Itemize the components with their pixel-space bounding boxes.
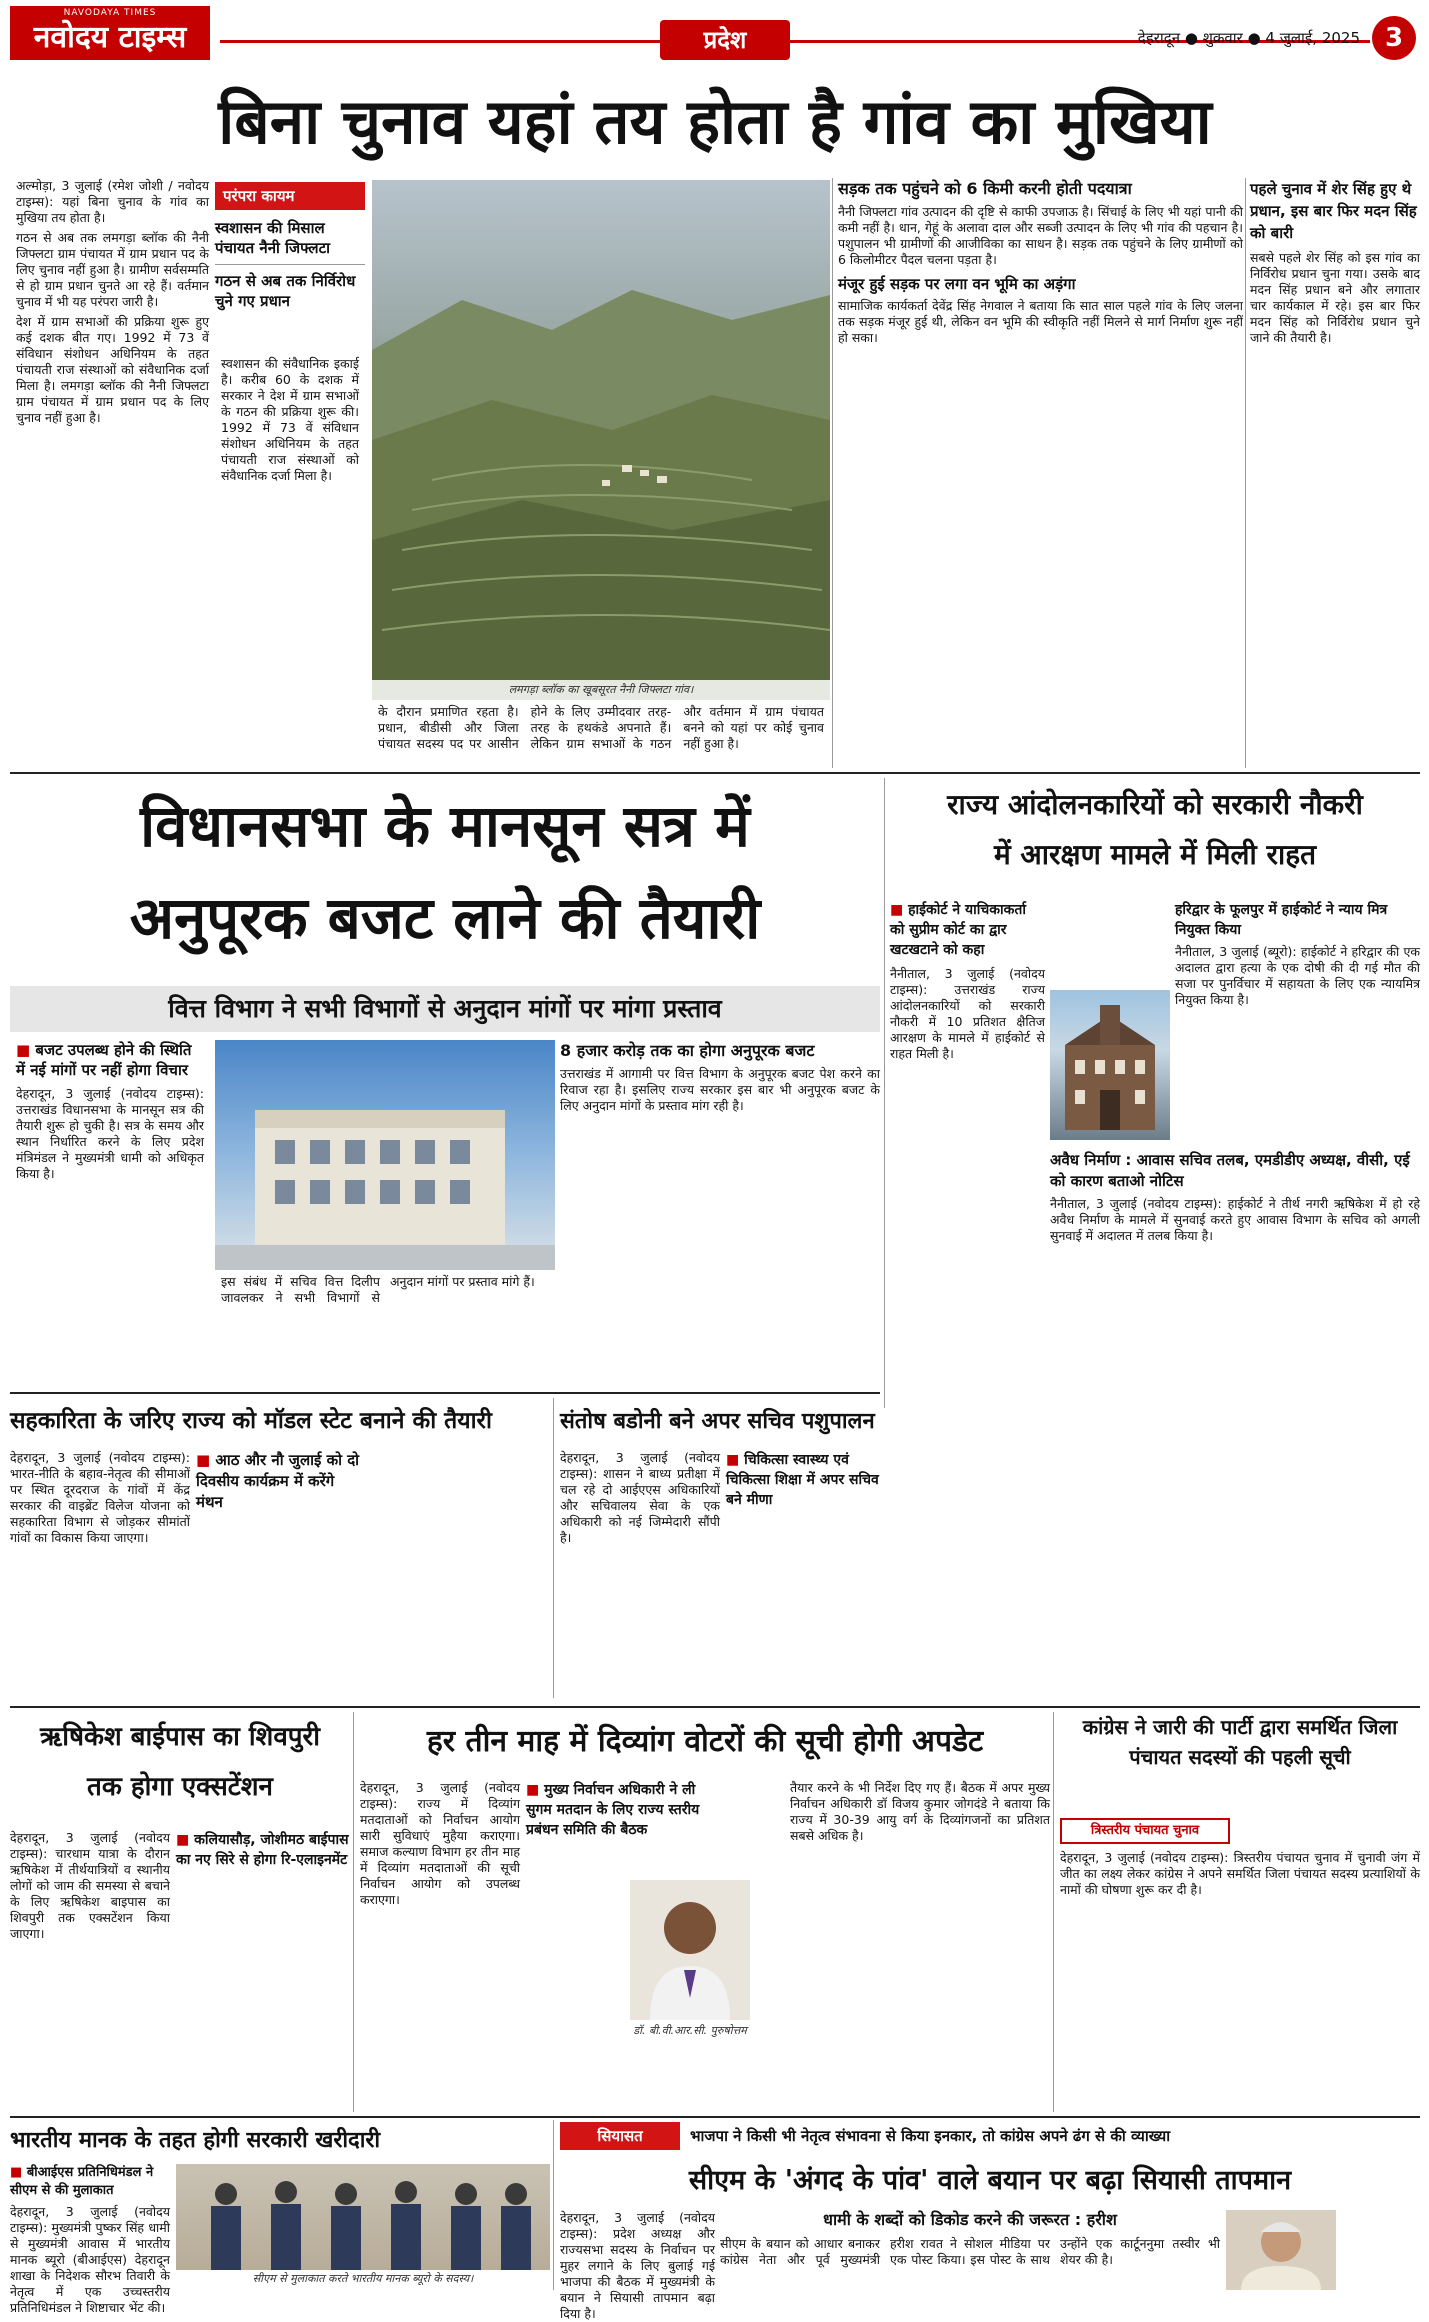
story4-strap xyxy=(10,986,880,1032)
story1-vrule xyxy=(832,178,833,768)
story4-sub1: ■ बजट उपलब्ध होने की स्थिति में नई मांगों पर नहीं होगा विचार xyxy=(16,1041,192,1079)
story1-photo xyxy=(372,180,830,700)
story6-body-area xyxy=(10,1450,550,1700)
story6-sub-text: आठ और नौ जुलाई को दो दिवसीय कार्यक्रम में करेंगे मंथन xyxy=(196,1451,360,1511)
story5-photo xyxy=(1050,990,1170,1140)
story11-sub-text: बीआईएस प्रतिनिधिमंडल ने सीएम से की मुलाकात xyxy=(10,2165,154,2198)
story3-body: सबसे पहले शेर सिंह को इस गांव का निर्विरोध प्रधान चुना गया। उसके बाद मदन सिंह प्रधान बने और लगातार चार कार्यकाल में रहे। इस बार फिर मदन सिंह को निर्विरोध प्रधान चुने जाने की तैयारी है। xyxy=(1250,250,1420,345)
header-city: देहरादून xyxy=(1137,29,1181,47)
story12-col2 xyxy=(720,2236,1220,2290)
story4-sub1-text: बजट उपलब्ध होने की स्थिति में नई मांगों पर नहीं होगा विचार xyxy=(16,1041,192,1079)
story2-body: नैनी जिफ्लटा गांव उत्पादन की दृष्टि से काफी उपजाऊ है। सिंचाई के लिए भी यहां पानी की कमी नहीं है। धान, गेहूं के अलावा दाल और सब्जी उत्पादन के लिए भी गांव की पहचान है। पशुपालन भी ग्रामीणों की आजीविका का साधन है। सड़क तक पहुंचने के लिए ग्रामीणों को 6 किलोमीटर पैदल चलना पड़ता है। xyxy=(838,204,1243,267)
section-rule-2 xyxy=(10,1392,880,1394)
masthead-brand-box xyxy=(10,6,210,60)
story7-headline: संतोष बडोनी बने अपर सचिव पशुपालन xyxy=(560,1408,875,1434)
story12-sub: धामी के शब्दों को डिकोड करने की जरूरत : हरीश xyxy=(823,2210,1117,2229)
brand-small: NAVODAYA TIMES xyxy=(63,8,157,18)
story1-dateline: अल्मोड़ा, 3 जुलाई (रमेश जोशी / नवोदय टाइम्स): यहां बिना चुनाव के गांव का मुखिया तय होता है। xyxy=(16,178,209,225)
story2-headline: सड़क तक पहुंचने को 6 किमी करनी होती पदयात्रा xyxy=(838,179,1132,198)
story5-sub1-text: हाईकोर्ट ने याचिकाकर्ता को सुप्रीम कोर्ट का द्वार खटखटाने को कहा xyxy=(890,902,1026,958)
section-tab xyxy=(660,20,790,60)
story10-kicker-box xyxy=(1060,1818,1230,1844)
masthead xyxy=(0,0,1429,68)
header-sep-1: ● xyxy=(1184,29,1203,47)
header-day: शुक्रवार xyxy=(1202,29,1243,47)
story7-col1 xyxy=(560,1450,720,1700)
story12-kicker: सियासत xyxy=(560,2122,680,2150)
section-rule-4 xyxy=(10,2116,1420,2118)
story5-headline xyxy=(890,780,1420,890)
story6-vrule xyxy=(553,1398,554,1698)
story9-body: देहरादून, 3 जुलाई (नवोदय टाइम्स): राज्य में दिव्यांग मतदाताओं को निर्वाचन आयोग सारी सुविधाएं मुहैया कराएगा। समाज कल्याण विभाग हर तीन माह में दिव्यांग मतदाताओं की सूची निर्वाचन आयोग को उपलब्ध कराएगा। xyxy=(360,1780,520,1907)
story1-photo-caption: लमगड़ा ब्लॉक का खूबसूरत नैनी जिफ्लटा गांव। xyxy=(372,680,830,700)
story4-body-3: इस संबंध में सचिव वित्त दिलीप जावलकर ने सभी विभागों से अनुदान मांगों पर प्रस्ताव मांगे हैं। xyxy=(221,1274,535,1305)
story3-headline: पहले चुनाव में शेर सिंह हुए थे प्रधान, इस बार फिर मदन सिंह को बारी xyxy=(1250,180,1417,242)
story11-headline: भारतीय मानक के तहत होगी सरकारी खरीदारी xyxy=(10,2127,381,2153)
header-sep-2: ● xyxy=(1247,29,1266,47)
story5-body-3: नैनीताल, 3 जुलाई (नवोदय टाइम्स): हाईकोर्ट ने तीर्थ नगरी ऋषिकेश में हो रहे अवैध निर्माण के मामले में सुनवाई करते हुए आवास विभाग के सचिव को अगली सुनवाई में अदालत में तलब किया है। xyxy=(1050,1196,1420,1243)
story4-col2 xyxy=(215,1274,555,1385)
story9-photo xyxy=(630,1880,750,2020)
story4-col3 xyxy=(560,1040,880,1385)
story2-body-2: सामाजिक कार्यकर्ता देवेंद्र सिंह नेगवाल ने बताया कि सात साल पहले गांव के लिए जलना तक सड़क मंजूर हुई थी, लेकिन वन भूमि की स्वीकृति नहीं मिलने से मार्ग निर्माण शुरू नहीं हो सका। xyxy=(838,298,1243,345)
story8-body: देहरादून, 3 जुलाई (नवोदय टाइम्स): चारधाम यात्रा के दौरान ऋषिकेश में तीर्थयात्रियों व स्थानीय लोगों को जाम की समस्या से बचाने के लिए ऋषिकेश बाइपास का शिवपुरी तक एक्सटेंशन किया जाएगा। xyxy=(10,1830,170,1941)
story11-col1 xyxy=(10,2164,170,2315)
section-rule-3 xyxy=(10,1706,1420,1708)
story5-body: नैनीताल, 3 जुलाई (नवोदय टाइम्स): उत्तराखंड राज्य आंदोलनकारियों को सरकारी नौकरी में 10 प्रतिशत क्षैतिज आरक्षण के मामले में हाईकोर्ट से राहत मिली है। xyxy=(890,966,1045,1061)
story6-sub: ■ आठ और नौ जुलाई को दो दिवसीय कार्यक्रम में करेंगे मंथन xyxy=(196,1451,360,1511)
story7-sub: ■ चिकित्सा स्वास्थ्य एवं चिकित्सा शिक्षा में अपर सचिव बने मीणा xyxy=(726,1452,879,1508)
story4-headline-line2: अनुपूरक बजट लाने की तैयारी xyxy=(129,884,761,952)
story5-body-2: नैनीताल, 3 जुलाई (ब्यूरो): हाईकोर्ट ने हरिद्वार की एक अदालत द्वारा हत्या के एक दोषी की दी गई मौत की सजा पर पुनर्विचार में सहायता के लिए एक न्यायमित्र नियुक्त किया है। xyxy=(1175,944,1420,1007)
story9-sub-box xyxy=(526,1780,706,1880)
story6-body: देहरादून, 3 जुलाई (नवोदय टाइम्स): भारत-नीति के बहाव-नेतृत्व की सीमाओं पर स्थित दूरदराज के गांवों में केंद्र सरकार की वाइब्रेंट विलेज योजना को सहकारिता विभाग से जोड़कर सीमांतों गांवों का विकास किया जाएगा। xyxy=(10,1450,190,1545)
story9-body-2: तैयार करने के भी निर्देश दिए गए हैं। बैठक में अपर मुख्य निर्वाचन अधिकारी डॉ विजय कुमार जोगदंडे ने बताया कि राज्य में 30-39 आयु वर्ग के दिव्यांगजनों का प्रतिशत सबसे अधिक है। xyxy=(790,1780,1050,1843)
header-dateline xyxy=(1100,26,1360,50)
official-portrait-image xyxy=(630,1880,750,2020)
story6-headline: सहकारिता के जरिए राज्य को मॉडल स्टेट बनाने की तैयारी xyxy=(10,1407,492,1434)
story1-body-4: के दौरान प्रमाणित रहता है। प्रधान, बीडीसी और जिला पंचायत सदस्य पद पर आसीन होने के लिए उम्मीदवार तरह-तरह के हथकंडे अपनाते हैं। लेकिन ग्राम सभाओं के गठन और वर्तमान में ग्राम पंचायत बनने को यहां पर कोई चुनाव नहीं हुआ है। xyxy=(378,704,824,751)
story10-headline: कांग्रेस ने जारी की पार्टी द्वारा समर्थित जिला पंचायत सदस्यों की पहली सूची xyxy=(1082,1715,1398,1769)
story12-col1 xyxy=(560,2210,715,2321)
story8-col1 xyxy=(10,1830,170,2110)
story9-sub-text: मुख्य निर्वाचन अधिकारी ने ली सुगम मतदान के लिए राज्य स्तरीय प्रबंधन समिति की बैठक xyxy=(526,1782,700,1838)
story2-sub: मंजूर हुई सड़क पर लगा वन भूमि का अड़ंगा xyxy=(838,275,1076,293)
story5-sub2: हरिद्वार के फूलपुर में हाईकोर्ट ने न्याय मित्र नियुक्त किया xyxy=(1175,902,1388,938)
story4-body: देहरादून, 3 जुलाई (नवोदय टाइम्स): उत्तराखंड विधानसभा के मानसून सत्र की तैयारी शुरू हो चुकी है। सत्र के समय और स्थान निर्धारित करने के लिए प्रदेश मंत्रिमंडल ने मुख्यमंत्री धामी को अधिकृत किया है। xyxy=(16,1086,204,1181)
story7-body: देहरादून, 3 जुलाई (नवोदय टाइम्स): शासन ने बाध्य प्रतीक्षा में चल रहे दो आईएएस अधिकारियों और सचिवालय सेवा के एक अधिकारी को नई जिम्मेदारी सौंपी है। xyxy=(560,1450,720,1545)
story5-sub3: अवैध निर्माण : आवास सचिव तलब, एमडीडीए अध्यक्ष, वीसी, एई को कारण बताओ नोटिस xyxy=(1050,1151,1410,1190)
story1-headline: बिना चुनाव यहां तय होता है गांव का मुखिया xyxy=(218,85,1212,158)
story8-sub: ■ कलियासौड़, जोशीमठ बाईपास का नए सिरे से होगा रि-एलाइनमेंट xyxy=(176,1832,349,1868)
story11-vrule xyxy=(553,2120,554,2290)
story8-vrule xyxy=(353,1712,354,2112)
delegation-meeting-image xyxy=(176,2164,550,2270)
story8-headline-line1: ऋषिकेश बाईपास का शिवपुरी xyxy=(40,1722,320,1752)
story4-photo xyxy=(215,1040,555,1270)
story3 xyxy=(1250,178,1420,768)
story9-sub: ■ मुख्य निर्वाचन अधिकारी ने ली सुगम मतदान के लिए राज्य स्तरीय प्रबंधन समिति की बैठक xyxy=(526,1782,700,1838)
story12-body: देहरादून, 3 जुलाई (नवोदय टाइम्स): प्रदेश अध्यक्ष और राज्यसभा सदस्य के निर्वाचन पर मुहर लगाने के लिए बुलाई गई भाजपा की बैठक में मुख्यमंत्री के बयान ने सियासी तापमान बढ़ा दिया है। xyxy=(560,2210,715,2321)
secretariat-building-image xyxy=(215,1040,555,1270)
story7-sub-text: चिकित्सा स्वास्थ्य एवं चिकित्सा शिक्षा में अपर सचिव बने मीणा xyxy=(726,1452,879,1508)
story4-col1 xyxy=(10,1040,210,1385)
story1-sub1: स्वशासन की मिसाल पंचायत नैनी जिफ्लटा xyxy=(215,219,331,257)
terrace-landscape-image xyxy=(372,180,830,700)
story2-vrule xyxy=(1245,178,1246,768)
story8-sub-box xyxy=(176,1830,350,2110)
story5-sub1: ■ हाईकोर्ट ने याचिकाकर्ता को सुप्रीम कोर्ट का द्वार खटखटाने को कहा xyxy=(890,902,1026,958)
story5-col1 xyxy=(890,900,1045,1270)
story8-headline-line2: तक होगा एक्सटेंशन xyxy=(87,1772,273,1802)
story9-vrule xyxy=(1053,1712,1054,2112)
story1-col1 xyxy=(10,178,215,768)
story11-photo xyxy=(176,2164,550,2270)
story5-headline-line1: राज्य आंदोलनकारियों को सरकारी नौकरी xyxy=(947,788,1363,821)
story9-photo-caption: डॉ. बी.वी.आर.सी. पुरुषोत्तम xyxy=(633,2024,747,2037)
story11-sub: ■ बीआईएस प्रतिनिधिमंडल ने सीएम से की मुलाकात xyxy=(10,2165,154,2198)
story11-photo-caption: सीएम से मुलाकात करते भारतीय मानक ब्यूरो के सदस्य। xyxy=(252,2272,474,2285)
header-date: 4 जुलाई, 2025 xyxy=(1265,29,1360,47)
story1-col2 xyxy=(215,356,365,768)
story11-body: देहरादून, 3 जुलाई (नवोदय टाइम्स): मुख्यमंत्री पुष्कर सिंह धामी से मुख्यमंत्री आवास में भारतीय मानक ब्यूरो (बीआईएस) देहरादून शाखा के निदेशक सौरभ तिवारी के नेतृत्व में एक उच्चस्तरीय प्रतिनिधिमंडल ने शिष्टाचार भेंट की। xyxy=(10,2204,170,2315)
story12-body-2: सीएम के बयान को आधार बनाकर कांग्रेस नेता और पूर्व मुख्यमंत्री हरीश रावत ने सोशल मीडिया पर एक पोस्ट किया। इस पोस्ट के साथ उन्होंने एक कार्टूननुमा तस्वीर भी शेयर की है। xyxy=(720,2236,1220,2267)
story1-body-3: स्वशासन की संवैधानिक इकाई है। करीब 60 के दशक में सरकार ने देश में ग्राम सभाओं के गठन की प्रक्रिया शुरू की। 1992 में 73 वें संविधान संशोधन अधिनियम के तहत पंचायती राज संस्थाओं को संवैधानिक दर्जा मिला है। xyxy=(221,356,359,483)
story10-body: देहरादून, 3 जुलाई (नवोदय टाइम्स): त्रिस्तरीय पंचायत चुनाव में चुनावी जंग में जीत का लक्ष्य लेकर कांग्रेस ने अपने समर्थित जिला पंचायत सदस्य प्रत्याशियों के नामों की घोषणा शुरू कर दी है। xyxy=(1060,1850,1420,1897)
section-label: प्रदेश xyxy=(703,26,747,54)
story1-sub2: गठन से अब तक निर्विरोध चुने गए प्रधान xyxy=(215,272,356,310)
politician-portrait-image xyxy=(1226,2210,1336,2290)
story5-box xyxy=(1050,1150,1420,1400)
story4-headline-line1: विधानसभा के मानसून सत्र में xyxy=(140,792,750,860)
story4-sub2: 8 हजार करोड़ तक का होगा अनुपूरक बजट xyxy=(560,1041,815,1060)
page-number-text: 3 xyxy=(1384,23,1404,53)
story8-sub-text: कलियासौड़, जोशीमठ बाईपास का नए सिरे से होगा रि-एलाइनमेंट xyxy=(176,1832,349,1868)
story8-headline xyxy=(10,1712,350,1822)
story12-photo xyxy=(1226,2210,1336,2290)
story1-sidebar xyxy=(215,182,365,352)
story10-col1 xyxy=(1060,1850,1420,2110)
story7-sub-box xyxy=(726,1450,880,1700)
story1-sub-divider xyxy=(215,264,365,265)
story6-sub-box xyxy=(196,1450,366,1700)
section-rule-1 xyxy=(10,772,1420,774)
story2 xyxy=(838,178,1243,768)
story9-col2 xyxy=(790,1780,1050,2110)
story9-col1 xyxy=(360,1780,520,2110)
story4-vrule xyxy=(884,778,885,1408)
story12-strap-row xyxy=(560,2120,1420,2152)
story10-kicker: त्रिस्तरीय पंचायत चुनाव xyxy=(1090,1823,1200,1838)
story1-body-2: देश में ग्राम सभाओं की प्रक्रिया शुरू हुए कई दशक बीत गए। 1992 में 73 वें संविधान संशोधन अधिनियम के तहत पंचायती राज संस्थाओं को संवैधानिक दर्जा मिला है। लमगड़ा ब्लॉक की नैनी जिफ्लटा ग्राम पंचायत में ग्राम प्रधान पद के लिए चुनाव नहीं हुआ है। xyxy=(16,314,209,425)
story1-col3 xyxy=(372,704,830,768)
story12-headline: सीएम के 'अंगद के पांव' वाले बयान पर बढ़ा सियासी तापमान xyxy=(688,2165,1292,2196)
story4-headline xyxy=(10,780,880,980)
story1-body-1: गठन से अब तक लमगड़ा ब्लॉक की नैनी जिफ्लटा ग्राम पंचायत में ग्राम प्रधान पद के लिए चुनाव नहीं हुआ है। ग्रामीण सर्वसम्मति से हो ग्राम प्रधान चुनते आ रहे हैं। वर्तमान चुनाव में भी यह परंपरा जारी है। xyxy=(16,230,209,309)
brand-logo: नवोदय टाइम्स xyxy=(33,20,187,55)
high-court-building-image xyxy=(1050,990,1170,1140)
story1-kicker: परंपरा कायम xyxy=(215,182,365,210)
story12-strap: भाजपा ने किसी भी नेतृत्व संभावना से किया इनकार, तो कांग्रेस अपने ढंग से की व्याख्या xyxy=(690,2127,1171,2145)
story4-strap-text: वित्त विभाग ने सभी विभागों से अनुदान मांगों पर मांगा प्रस्ताव xyxy=(168,994,722,1023)
story9-headline: हर तीन माह में दिव्यांग वोटरों की सूची होगी अपडेट xyxy=(426,1724,984,1759)
story4-body-2: उत्तराखंड में आगामी पर वित्त विभाग के अनुपूरक बजट पेश करने का रिवाज रहा है। इसलिए राज्य सरकार इस बार भी अनुपूरक बजट के लिए अनुदान मांगों के प्रस्ताव मांग रही है। xyxy=(560,1066,880,1113)
page-number xyxy=(1372,16,1416,60)
story6-col1 xyxy=(10,1450,190,1700)
story5-headline-line2: में आरक्षण मामले में मिली राहत xyxy=(993,838,1317,871)
